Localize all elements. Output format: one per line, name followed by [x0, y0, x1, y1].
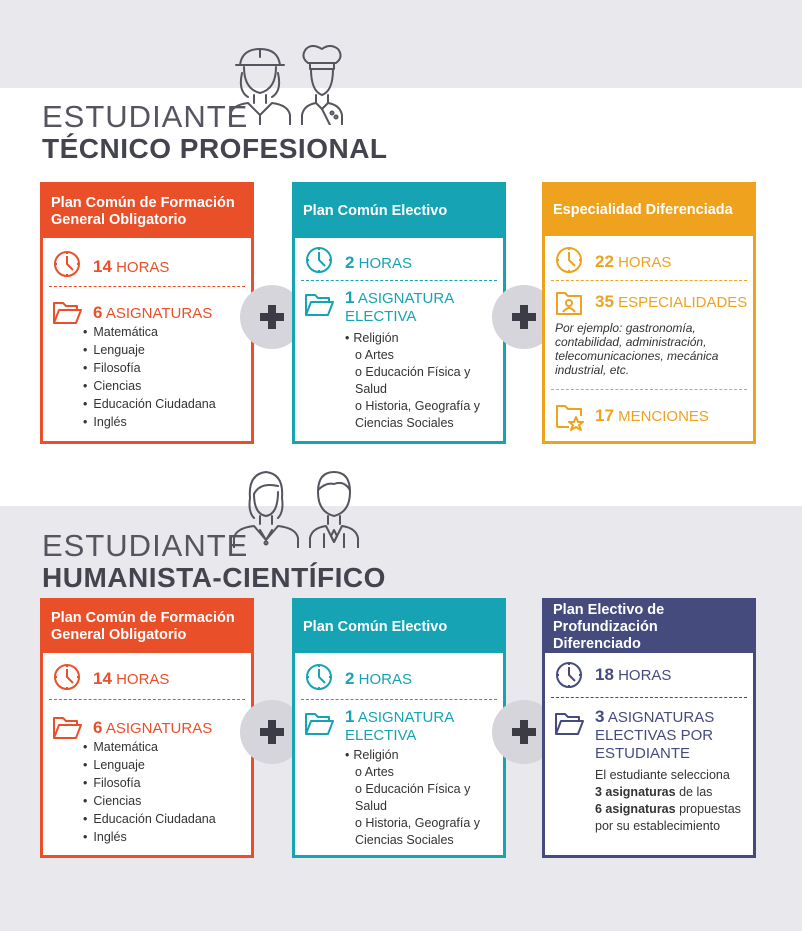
- tp-title-line1: ESTUDIANTE: [42, 99, 249, 134]
- hours-number: 14: [93, 257, 112, 276]
- card-title: Plan Común de Formación General Obligatorio: [43, 601, 251, 653]
- clock-icon: [553, 659, 585, 691]
- list-item: • Inglés: [95, 413, 251, 431]
- folder-icon: [303, 289, 335, 321]
- hours-label: HORAS: [618, 667, 672, 684]
- list-item: o Educación Física y: [355, 365, 471, 379]
- list-item: • Lenguaje: [95, 341, 251, 359]
- desc-text: de las: [675, 785, 713, 799]
- selection-description: [595, 767, 745, 835]
- hours-label: HORAS: [116, 259, 170, 276]
- list-item: Salud: [355, 382, 387, 396]
- hc-heading: [42, 530, 386, 592]
- list-item: o Historia, Geografía y: [355, 816, 481, 830]
- folder-icon: [553, 708, 585, 740]
- desc-bold: 3 asignaturas: [595, 785, 676, 799]
- hours-label: HORAS: [116, 671, 170, 688]
- card-title: Plan Común Electivo: [295, 601, 503, 653]
- specialties-number: 35: [595, 292, 614, 311]
- desc-text: El estudiante selecciona: [595, 768, 730, 782]
- specialties-label: ESPECIALIDADES: [618, 294, 748, 311]
- subjects-label-2: ELECTIVA: [345, 727, 417, 744]
- hours-number: 14: [93, 669, 112, 688]
- desc-bold: 6 asignaturas: [595, 802, 676, 816]
- subjects-label: ASIGNATURAS: [105, 305, 213, 322]
- list-item: Salud: [355, 799, 387, 813]
- subject-list: [95, 323, 251, 431]
- list-item: • Filosofía: [95, 774, 251, 792]
- list-item: • Lenguaje: [95, 756, 251, 774]
- hours-number: 18: [595, 665, 614, 684]
- hours-label: HORAS: [358, 255, 412, 272]
- hc-title-line1: ESTUDIANTE: [42, 528, 249, 563]
- subjects-label-3: ESTUDIANTE: [595, 745, 691, 762]
- clock-icon: [303, 661, 335, 693]
- card-title: Especialidad Diferenciada: [545, 185, 753, 236]
- list-item: • Matemática: [95, 738, 251, 756]
- tp-card-plan-electivo: [292, 182, 506, 444]
- list-item: o Artes: [355, 348, 394, 362]
- list-item: o Educación Física y: [355, 782, 471, 796]
- list-item: • Religión: [355, 330, 503, 347]
- folder-star-icon: [553, 400, 585, 432]
- list-item: o Artes: [355, 765, 394, 779]
- hc-card-plan-comun: [40, 598, 254, 858]
- hours-number: 22: [595, 252, 614, 271]
- hc-card-plan-profundizacion: [542, 598, 756, 858]
- subjects-number: 3: [595, 707, 605, 726]
- subjects-number: 6: [93, 718, 103, 737]
- hours-number: 2: [345, 669, 355, 688]
- list-item: • Educación Ciudadana: [95, 395, 251, 413]
- desc-text: por su establecimiento: [595, 819, 721, 833]
- list-item: • Matemática: [95, 323, 251, 341]
- folder-icon: [51, 297, 83, 329]
- option-list: [355, 747, 503, 849]
- card-title: Plan Común Electivo: [295, 185, 503, 238]
- list-item: Ciencias Sociales: [355, 833, 454, 847]
- list-item: Ciencias Sociales: [355, 416, 454, 430]
- hc-title-line2: HUMANISTA-CIENTÍFICO: [42, 562, 386, 593]
- hours-label: HORAS: [618, 254, 672, 271]
- clock-icon: [553, 244, 585, 276]
- tp-heading: [42, 101, 388, 163]
- list-item: • Educación Ciudadana: [95, 810, 251, 828]
- tp-card-especialidad: [542, 182, 756, 444]
- subjects-label: ASIGNATURAS: [607, 709, 715, 726]
- folder-person-icon: [553, 287, 585, 319]
- folder-icon: [51, 712, 83, 744]
- specialties-note: Por ejemplo: gastronomía, contabilidad, administración, telecomunicaciones, mecánica industrial, etc.: [555, 321, 719, 377]
- list-item: • Religión: [355, 747, 503, 764]
- option-list: [355, 330, 503, 432]
- tp-title-line2: TÉCNICO PROFESIONAL: [42, 133, 388, 164]
- hours-number: 2: [345, 253, 355, 272]
- mentions-label: MENCIONES: [618, 408, 709, 425]
- desc-text: propuestas: [675, 802, 741, 816]
- subject-list: [95, 738, 251, 846]
- hours-label: HORAS: [358, 671, 412, 688]
- tp-card-plan-comun: [40, 182, 254, 444]
- subjects-number: 1: [345, 707, 355, 726]
- list-item: • Inglés: [95, 828, 251, 846]
- mentions-number: 17: [595, 406, 614, 425]
- subjects-number: 6: [93, 303, 103, 322]
- card-title: Plan Electivo de Profundización Diferenciado: [545, 601, 753, 653]
- card-title: Plan Común de Formación General Obligatorio: [43, 185, 251, 238]
- list-item: • Ciencias: [95, 792, 251, 810]
- clock-icon: [303, 244, 335, 276]
- subjects-label: ASIGNATURA: [357, 709, 455, 726]
- hc-card-plan-electivo: [292, 598, 506, 858]
- list-item: o Historia, Geografía y: [355, 399, 481, 413]
- list-item: • Ciencias: [95, 377, 251, 395]
- subjects-label-2: ELECTIVAS POR: [595, 727, 714, 744]
- clock-icon: [51, 248, 83, 280]
- list-item: • Filosofía: [95, 359, 251, 377]
- subjects-label-2: ELECTIVA: [345, 308, 417, 325]
- subjects-label: ASIGNATURA: [357, 290, 455, 307]
- clock-icon: [51, 661, 83, 693]
- subjects-label: ASIGNATURAS: [105, 720, 213, 737]
- subjects-number: 1: [345, 288, 355, 307]
- folder-icon: [303, 708, 335, 740]
